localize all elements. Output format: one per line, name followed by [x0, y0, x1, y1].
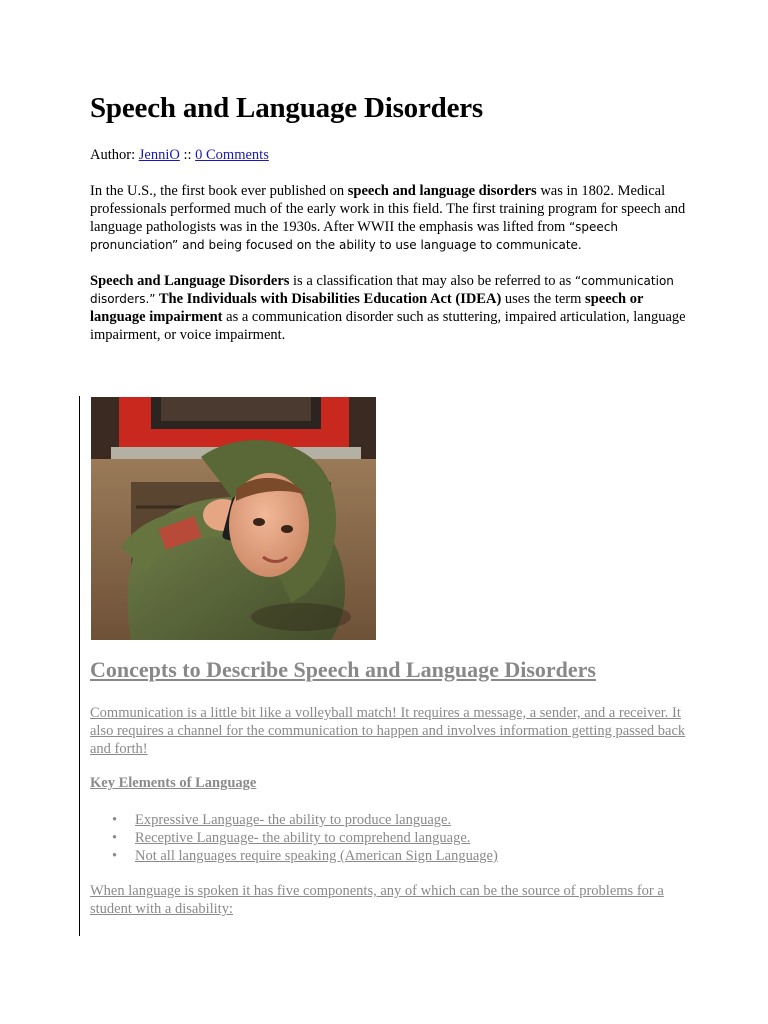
- p2-bold-3: speech or language impairment: [90, 291, 644, 325]
- p2-text-2: uses the term: [501, 291, 586, 307]
- author-link[interactable]: JenniO: [138, 147, 180, 163]
- comments-link[interactable]: 0 Comments: [195, 147, 269, 163]
- p1-bold-1: speech and language disorders: [347, 183, 537, 199]
- p2-bold-1: Speech and Language Disorders: [90, 273, 290, 289]
- key-elements-list: [90, 811, 498, 865]
- p1-text-1: In the U.S., the first book ever published on: [90, 183, 348, 199]
- bullet-icon: •: [112, 848, 118, 864]
- p2-text-1: is a classification that may also be referred to as: [289, 273, 575, 289]
- p1-text-2: was in 1802. Medical professionals performed much of the early work in this field. The first training program for speech and language pathologists was in the 1930s. After WWII the emphasis was lifted from: [90, 183, 686, 235]
- byline-separator: ::: [179, 147, 196, 163]
- list-item: [90, 829, 498, 847]
- left-margin-rule: [79, 396, 80, 936]
- list-item: [90, 847, 498, 865]
- byline: [90, 147, 269, 164]
- p2-bold-2: The Individuals with Disabilities Education Act (IDEA): [155, 291, 502, 307]
- five-components-paragraph: When language is spoken it has five components, any of which can be the source of problems for a student with a disability:: [90, 883, 664, 917]
- intro-paragraph: [90, 182, 690, 254]
- list-item-text: Expressive Language- the ability to produce language.: [135, 812, 452, 828]
- volleyball-paragraph: Communication is a little bit like a volleyball match! It requires a message, a sender, and a receiver. It also requires a channel for the communication to happen and involves information getting passed back and forth!: [90, 705, 686, 757]
- child-on-phone-photo: [91, 397, 376, 640]
- list-item-text: Receptive Language- the ability to comprehend language.: [135, 830, 471, 846]
- bullet-icon: •: [112, 812, 118, 828]
- page-title: Speech and Language Disorders: [90, 92, 483, 124]
- byline-prefix: Author:: [90, 147, 139, 163]
- list-item-text: Not all languages require speaking (American Sign Language): [135, 848, 498, 864]
- bullet-icon: •: [112, 830, 118, 846]
- p1-alt-font-text: “speech pronunciation” and being focused on the ability to use language to communicate.: [90, 220, 618, 252]
- p2-text-3: as a communication disorder such as stuttering, impaired articulation, language impairment, or voice impairment.: [90, 309, 686, 343]
- concepts-heading: Concepts to Describe Speech and Language Disorders: [90, 657, 596, 682]
- classification-paragraph: [90, 272, 690, 344]
- list-item: [90, 811, 498, 829]
- p2-alt-font-text: “communication disorders.”: [90, 274, 674, 306]
- key-elements-heading: Key Elements of Language: [90, 775, 257, 791]
